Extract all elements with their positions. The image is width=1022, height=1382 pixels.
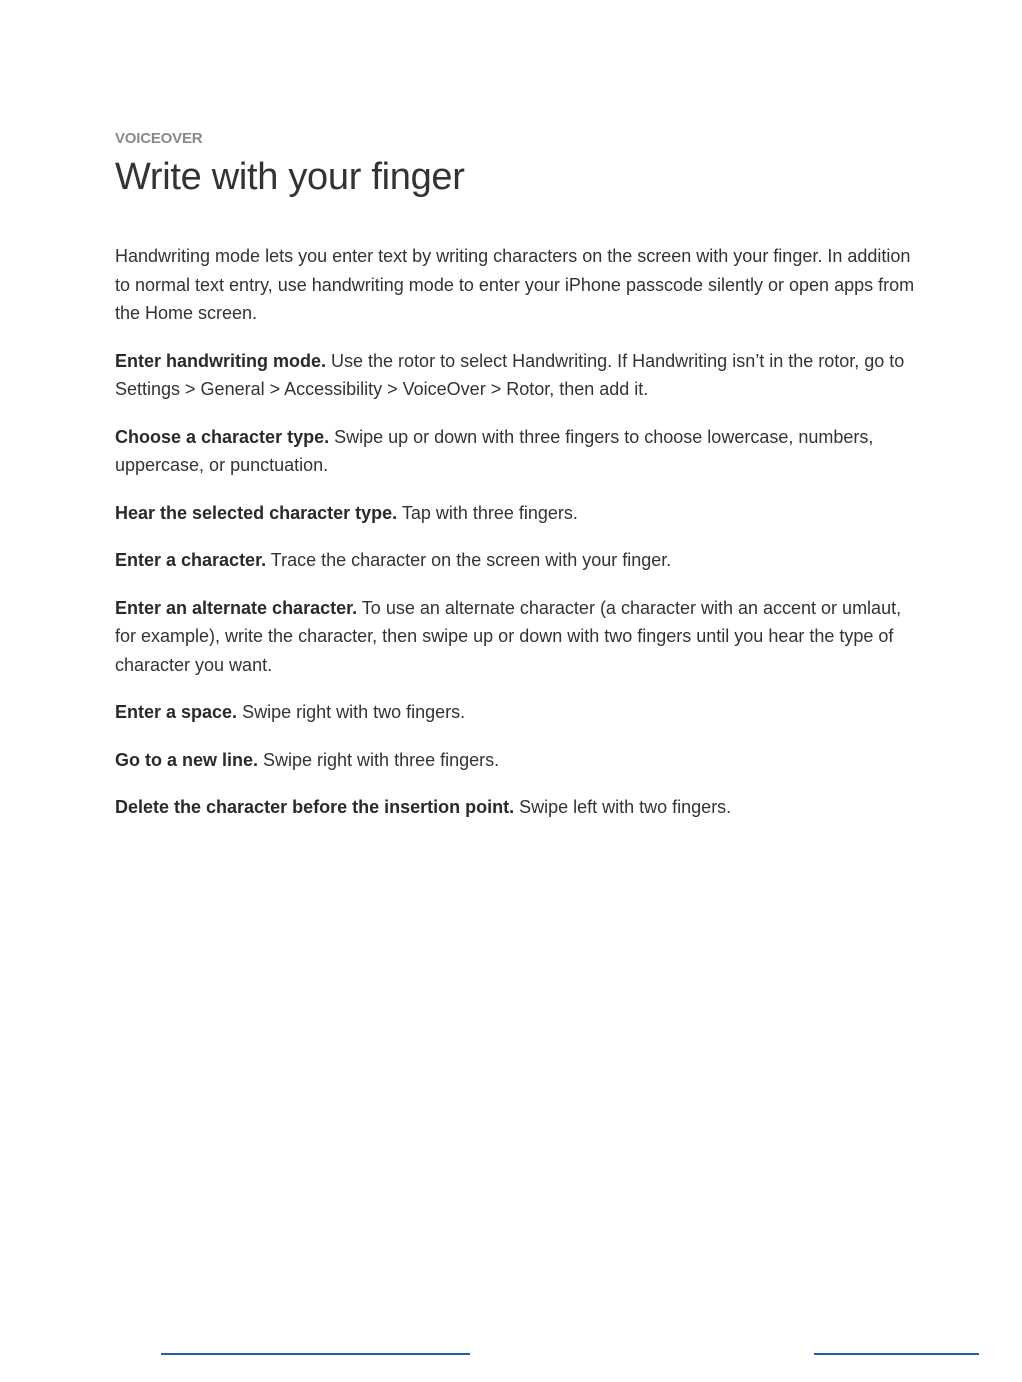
instruction-enter-alternate-character [115,594,915,680]
section-label: VOICEOVER [115,130,203,147]
article [115,129,915,822]
instruction-lead: Enter a character. [115,550,267,570]
instruction-text: Swipe right with two fingers. [237,702,466,722]
instruction-lead: Enter handwriting mode. [115,350,327,371]
footer-link-underline-right[interactable] [814,1353,979,1355]
instruction-new-line [115,746,915,775]
instruction-lead: Go to a new line. [115,749,259,770]
instruction-text: To use an alternate character (a character with an accent or umlaut, for example), write the character, then swipe up or down with two fingers until you hear the type of character you want. [115,597,902,675]
instruction-text: Tap with three fingers. [397,502,578,523]
footer-link-underline-left[interactable] [161,1353,470,1355]
instruction-text: Swipe right with three fingers. [258,749,500,770]
instruction-text: Swipe up or down with three fingers to choose lowercase, numbers, uppercase, or punctuation. [115,426,874,475]
instruction-lead: Hear the selected character type. [115,502,398,523]
instruction-lead: Choose a character type. [115,426,330,447]
intro-paragraph: Handwriting mode lets you enter text by writing characters on the screen with your finger. In addition to normal text entry, use handwriting mode to enter your iPhone passcode silently or open apps from the Home screen. [115,246,915,323]
instruction-lead: Enter a space. [115,702,238,722]
instruction-text: Trace the character on the screen with your finger. [266,550,672,570]
instruction-lead: Delete the character before the insertion point. [115,797,515,817]
instruction-enter-character [115,546,915,575]
instruction-lead: Enter an alternate character. [115,597,358,618]
instruction-delete-character [115,793,915,822]
instruction-hear-character-type [115,499,915,528]
instruction-text: Swipe left with two fingers. [514,797,732,817]
instruction-text: Use the rotor to select Handwriting. If Handwriting isn’t in the rotor, go to Settings > General > Accessibility > VoiceOver > Rotor, then add it. [115,350,905,399]
page-title: Write with your finger [115,156,465,198]
instruction-enter-space [115,698,915,727]
instruction-choose-character-type [115,423,915,480]
instruction-enter-handwriting-mode [115,347,915,404]
